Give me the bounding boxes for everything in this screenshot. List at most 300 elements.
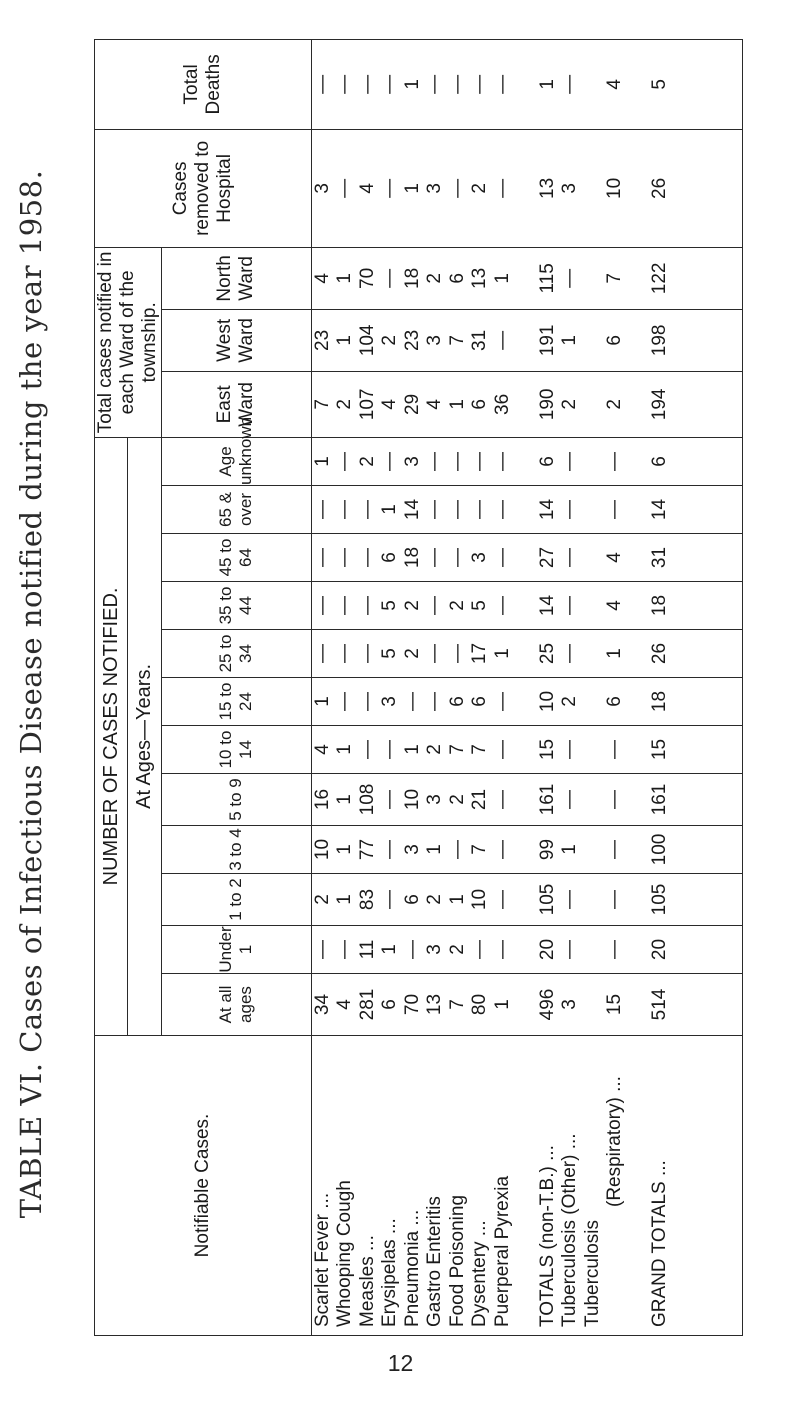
cell-value: 1: [559, 335, 581, 346]
cell-value: 20: [536, 938, 558, 961]
cell-value: 198: [649, 324, 671, 357]
cell-value: 1: [559, 844, 581, 855]
cell-value: 14: [401, 498, 423, 521]
cell-value: 14: [536, 594, 558, 617]
cell-value: 29: [401, 393, 423, 415]
cell-value: —: [311, 644, 333, 663]
row-label: Tuberculosis: [581, 1219, 603, 1327]
col-east-ward: [311, 371, 742, 437]
cell-value: 2: [424, 894, 446, 905]
cell-blank: [582, 372, 605, 437]
cell-value: 2: [446, 944, 468, 955]
cell-value: —: [334, 644, 356, 663]
cell-value: 34: [311, 993, 333, 1016]
ward-header-west: West Ward: [161, 309, 311, 371]
cell-value: —: [491, 790, 513, 809]
cell-value: 4: [334, 999, 356, 1010]
cell-gap: [514, 826, 537, 873]
cell-value: 7: [604, 273, 626, 284]
cell-value: —: [491, 548, 513, 567]
cell-value: —: [604, 451, 626, 471]
cell-value: 21: [469, 788, 491, 811]
cell-value: 77: [356, 838, 378, 861]
cell-value: —: [559, 596, 581, 615]
cell-value: 13: [536, 177, 558, 199]
cell-value: 18: [649, 594, 671, 617]
cell-value: 6: [379, 999, 401, 1010]
cell-gap: [627, 974, 650, 1035]
cell-value: —: [334, 692, 356, 711]
cell-gap: [627, 630, 650, 677]
row-label: Erysipelas ...: [379, 1218, 401, 1327]
cell-value: 4: [604, 79, 626, 90]
cell-value: 6: [401, 894, 423, 905]
cell-value: 80: [469, 993, 491, 1016]
cell-value: —: [379, 451, 401, 471]
cell-value: —: [604, 740, 626, 759]
cell-gap: [627, 874, 650, 925]
cell-value: 6: [469, 399, 491, 410]
age-header: 25 to 34: [161, 630, 311, 678]
number-notified-header: NUMBER OF CASES NOTIFIED.: [95, 437, 128, 1035]
cell-value: —: [559, 890, 581, 909]
cell-value: 70: [356, 267, 378, 289]
cell-value: —: [334, 451, 356, 471]
cell-value: 15: [536, 738, 558, 761]
cell-value: 108: [356, 783, 378, 816]
cell-gap: [514, 438, 537, 485]
cell-gap: [627, 438, 650, 485]
infectious-disease-table: [94, 54, 724, 1336]
cell-value: 2: [446, 600, 468, 611]
cell-value: —: [604, 940, 626, 959]
cell-value: 122: [649, 262, 671, 295]
cell-value: 70: [401, 993, 423, 1016]
cell-value: 7: [446, 999, 468, 1010]
cell-value: —: [446, 644, 468, 663]
row-label: Gastro Enteritis: [424, 1196, 446, 1327]
cell-value: 1: [446, 399, 468, 410]
cell-gap: [514, 726, 537, 773]
cell-gap: [627, 826, 650, 873]
cell-value: —: [424, 644, 446, 663]
cell-value: 36: [491, 393, 513, 415]
cell-value: 6: [446, 273, 468, 284]
cell-value: 7: [311, 399, 333, 410]
cell-blank: [582, 826, 605, 873]
cell-value: —: [446, 548, 468, 567]
cell-value: 3: [379, 696, 401, 707]
cell-value: —: [446, 74, 468, 94]
cell-value: —: [401, 940, 423, 959]
at-ages-header: At Ages—Years.: [128, 437, 161, 1035]
cell-value: 1: [379, 504, 401, 515]
cell-value: 6: [446, 696, 468, 707]
cell-value: 1: [334, 744, 356, 755]
cell-value: 23: [311, 329, 333, 351]
cell-gap: [514, 582, 537, 629]
cell-gap: [627, 310, 650, 371]
age-header: 65 & over: [161, 486, 311, 534]
row-label: TOTALS (non-T.B.) ...: [536, 1145, 558, 1327]
cell-value: 2: [559, 399, 581, 410]
cell-value: 31: [469, 329, 491, 351]
row-gap: [514, 1036, 537, 1327]
cell-gap: [627, 534, 650, 581]
row-label: Measles ...: [356, 1235, 378, 1327]
cell-blank: [582, 310, 605, 371]
cell-value: —: [491, 740, 513, 759]
cell-gap: [627, 248, 650, 309]
cell-value: 191: [536, 324, 558, 357]
cell-value: —: [491, 596, 513, 615]
cell-blank: [582, 130, 605, 247]
cell-value: —: [424, 74, 446, 94]
cell-value: 4: [604, 552, 626, 563]
total-deaths-header: Total Deaths: [95, 39, 312, 129]
cell-value: —: [446, 178, 468, 198]
cell-value: 4: [379, 399, 401, 410]
cases-removed-header: Cases removed to Hospital: [95, 129, 312, 247]
age-header: Under 1: [161, 926, 311, 974]
cell-value: —: [401, 692, 423, 711]
cell-value: 83: [356, 888, 378, 911]
cell-value: 15: [649, 738, 671, 761]
cell-gap: [514, 486, 537, 533]
cell-value: 2: [424, 744, 446, 755]
cell-value: 26: [649, 177, 671, 199]
cell-gap: [514, 926, 537, 973]
cell-blank: [582, 582, 605, 629]
cell-value: —: [491, 451, 513, 471]
cell-value: 2: [356, 456, 378, 467]
cell-value: 4: [356, 183, 378, 194]
cell-gap: [514, 874, 537, 925]
cell-value: —: [559, 740, 581, 759]
cell-value: —: [334, 596, 356, 615]
cell-gap: [514, 774, 537, 825]
cell-value: —: [424, 500, 446, 519]
cell-value: 6: [469, 696, 491, 707]
cell-value: —: [446, 500, 468, 519]
cell-value: —: [491, 840, 513, 859]
cell-value: 161: [649, 783, 671, 816]
cell-value: 23: [401, 329, 423, 351]
cell-value: 2: [401, 648, 423, 659]
cell-value: —: [356, 548, 378, 567]
cell-blank: [582, 534, 605, 581]
cell-value: 2: [424, 273, 446, 284]
cell-value: —: [559, 790, 581, 809]
cell-value: 3: [559, 183, 581, 194]
cell-value: —: [491, 940, 513, 959]
cell-value: 13: [469, 267, 491, 289]
cell-value: —: [334, 940, 356, 959]
page-number: 12: [387, 1350, 414, 1376]
row-label: Puerperal Pyrexia: [491, 1175, 513, 1327]
cell-gap: [627, 372, 650, 437]
cell-value: 4: [424, 399, 446, 410]
cell-value: 7: [469, 844, 491, 855]
cell-value: 115: [536, 263, 558, 294]
cell-value: 281: [356, 988, 378, 1021]
cell-value: 15: [604, 993, 626, 1016]
cell-value: 27: [536, 546, 558, 569]
cell-gap: [627, 40, 650, 129]
cell-value: 1: [401, 744, 423, 755]
cell-value: 31: [649, 546, 671, 569]
col-1-to-2: [311, 874, 742, 926]
cell-value: 1: [334, 273, 356, 284]
cell-value: —: [379, 74, 401, 94]
row-label: Tuberculosis (Other) ...: [559, 1133, 581, 1327]
cell-value: —: [334, 548, 356, 567]
cell-blank: [582, 40, 605, 129]
cell-value: 4: [311, 273, 333, 284]
cell-value: —: [559, 548, 581, 567]
cell-value: 3: [469, 552, 491, 563]
cell-value: —: [491, 178, 513, 198]
col-west-ward: [311, 309, 742, 371]
col-age-unknown: [311, 437, 742, 485]
cell-blank: [582, 248, 605, 309]
cell-value: 10: [311, 838, 333, 861]
cell-value: —: [334, 178, 356, 198]
cell-value: 1: [334, 794, 356, 805]
cell-value: 18: [649, 690, 671, 713]
cell-value: —: [604, 500, 626, 519]
cell-value: —: [446, 451, 468, 471]
cell-value: —: [559, 74, 581, 94]
cell-value: 18: [401, 546, 423, 569]
row-label: Dysentery ...: [469, 1220, 491, 1327]
cell-value: 2: [311, 894, 333, 905]
cell-value: 2: [604, 399, 626, 410]
cell-value: 3: [424, 944, 446, 955]
row-label: GRAND TOTALS ...: [649, 1160, 671, 1327]
cell-value: 1: [536, 79, 558, 90]
cell-value: —: [491, 692, 513, 711]
cell-gap: [514, 630, 537, 677]
age-header: At all ages: [161, 974, 311, 1036]
age-header: 3 to 4: [161, 826, 311, 874]
cell-value: 26: [649, 642, 671, 665]
cell-value: 99: [536, 838, 558, 861]
cell-value: 2: [334, 399, 356, 410]
cell-value: 20: [649, 938, 671, 961]
cell-value: 3: [401, 456, 423, 467]
row-label: Whooping Cough: [334, 1180, 356, 1327]
cell-value: 3: [424, 335, 446, 346]
cell-value: 6: [604, 696, 626, 707]
ward-header-east: East Ward: [161, 371, 311, 437]
cell-value: 1: [311, 456, 333, 467]
col-3-to-4: [311, 826, 742, 874]
row-label: Pneumonia ...: [401, 1209, 423, 1327]
cell-value: 16: [311, 788, 333, 811]
cell-value: —: [379, 178, 401, 198]
cell-value: 6: [649, 456, 671, 467]
disease-labels: [311, 1036, 742, 1336]
col-25-to-34: [311, 630, 742, 678]
cell-value: —: [379, 840, 401, 859]
cell-value: 18: [401, 267, 423, 289]
age-header: 45 to 64: [161, 534, 311, 582]
cell-value: —: [311, 596, 333, 615]
age-header: 1 to 2: [161, 874, 311, 926]
cell-value: —: [469, 940, 491, 959]
cell-blank: [582, 678, 605, 725]
cell-blank: [582, 974, 605, 1035]
cell-value: —: [469, 500, 491, 519]
cell-gap: [627, 130, 650, 247]
cell-blank: [582, 726, 605, 773]
cell-value: 105: [649, 883, 671, 916]
cell-value: —: [604, 790, 626, 809]
cell-value: 10: [401, 788, 423, 811]
cell-value: 1: [424, 844, 446, 855]
cell-value: —: [559, 940, 581, 959]
cell-value: 1: [401, 79, 423, 90]
notifiable-cases-header: Notifiable Cases.: [95, 1036, 312, 1336]
cell-value: 1: [446, 894, 468, 905]
cell-value: —: [424, 596, 446, 615]
cell-value: 194: [649, 388, 671, 421]
cell-gap: [514, 130, 537, 247]
cell-value: 3: [424, 794, 446, 805]
row-label: Scarlet Fever ...: [311, 1192, 333, 1327]
cell-value: 11: [356, 939, 378, 960]
cell-value: 3: [311, 183, 333, 194]
cell-value: 13: [424, 993, 446, 1016]
cell-gap: [514, 248, 537, 309]
cell-value: 14: [649, 498, 671, 521]
cell-value: —: [356, 692, 378, 711]
cell-value: —: [379, 268, 401, 288]
cell-value: —: [559, 268, 581, 288]
cell-value: 7: [469, 744, 491, 755]
cell-value: 4: [604, 600, 626, 611]
cell-value: —: [559, 500, 581, 519]
col-under-1: [311, 926, 742, 974]
cell-value: 3: [424, 183, 446, 194]
col-all-ages: [311, 974, 742, 1036]
row-label: Food Poisoning: [446, 1194, 468, 1327]
cell-value: 107: [356, 388, 378, 421]
cell-gap: [514, 310, 537, 371]
cell-value: 6: [536, 456, 558, 467]
cell-value: 10: [604, 177, 626, 199]
cell-value: 2: [469, 183, 491, 194]
cell-value: 4: [311, 744, 333, 755]
cell-value: 161: [536, 783, 558, 816]
cell-value: 1: [334, 894, 356, 905]
cell-blank: [582, 438, 605, 485]
cell-value: —: [311, 940, 333, 959]
cell-value: —: [424, 451, 446, 471]
cell-gap: [627, 678, 650, 725]
col-removed-hospital: [311, 129, 742, 247]
col-45-to-64: [311, 534, 742, 582]
cell-value: 496: [536, 988, 558, 1021]
cell-gap: [627, 486, 650, 533]
cell-gap: [514, 678, 537, 725]
cell-value: —: [379, 890, 401, 909]
cell-value: —: [379, 790, 401, 809]
cell-value: —: [424, 548, 446, 567]
cell-value: 1: [334, 335, 356, 346]
cell-value: 17: [469, 642, 491, 665]
cell-value: 5: [379, 648, 401, 659]
cell-value: —: [311, 500, 333, 519]
cell-value: —: [356, 74, 378, 94]
col-35-to-44: [311, 582, 742, 630]
col-5-to-9: [311, 774, 742, 826]
cell-value: 10: [469, 888, 491, 911]
cell-blank: [582, 926, 605, 973]
cell-value: 1: [401, 183, 423, 194]
cell-value: 2: [446, 794, 468, 805]
cell-value: 5: [469, 600, 491, 611]
cell-gap: [627, 582, 650, 629]
cell-value: 14: [536, 498, 558, 521]
age-header: 5 to 9: [161, 774, 311, 826]
cell-value: —: [379, 740, 401, 759]
age-header: Age unknown: [161, 437, 311, 485]
cell-value: 2: [379, 335, 401, 346]
ward-header-north: North Ward: [161, 247, 311, 309]
age-header: 10 to 14: [161, 726, 311, 774]
cell-value: —: [311, 548, 333, 567]
cell-value: —: [469, 74, 491, 94]
cell-gap: [627, 774, 650, 825]
cell-value: 1: [491, 273, 513, 284]
cell-blank: [582, 874, 605, 925]
row-label-sub: (Respiratory) ...: [604, 1076, 626, 1207]
ward-group-header: Total cases notified in each Ward of the township.: [95, 247, 162, 437]
cell-value: 10: [536, 690, 558, 713]
row-gap: [627, 1036, 650, 1327]
cell-value: —: [356, 596, 378, 615]
cell-value: 6: [604, 335, 626, 346]
cell-gap: [627, 726, 650, 773]
cell-value: 514: [649, 988, 671, 1021]
age-header: 15 to 24: [161, 678, 311, 726]
cell-value: —: [356, 500, 378, 519]
cell-value: 1: [334, 844, 356, 855]
cell-gap: [514, 534, 537, 581]
cell-value: 3: [559, 999, 581, 1010]
cell-value: 5: [379, 600, 401, 611]
cell-blank: [582, 630, 605, 677]
col-total-deaths: [311, 39, 742, 129]
cell-gap: [514, 372, 537, 437]
col-10-to-14: [311, 726, 742, 774]
cell-blank: [582, 486, 605, 533]
cell-value: —: [491, 330, 513, 350]
cell-value: —: [424, 692, 446, 711]
cell-value: —: [334, 500, 356, 519]
cell-value: —: [604, 840, 626, 859]
cell-value: —: [559, 451, 581, 471]
cell-value: 1: [604, 648, 626, 659]
cell-value: —: [491, 890, 513, 909]
cell-value: 105: [536, 883, 558, 916]
cell-value: 2: [401, 600, 423, 611]
cell-gap: [514, 974, 537, 1035]
cell-value: 6: [379, 552, 401, 563]
cell-value: —: [491, 500, 513, 519]
